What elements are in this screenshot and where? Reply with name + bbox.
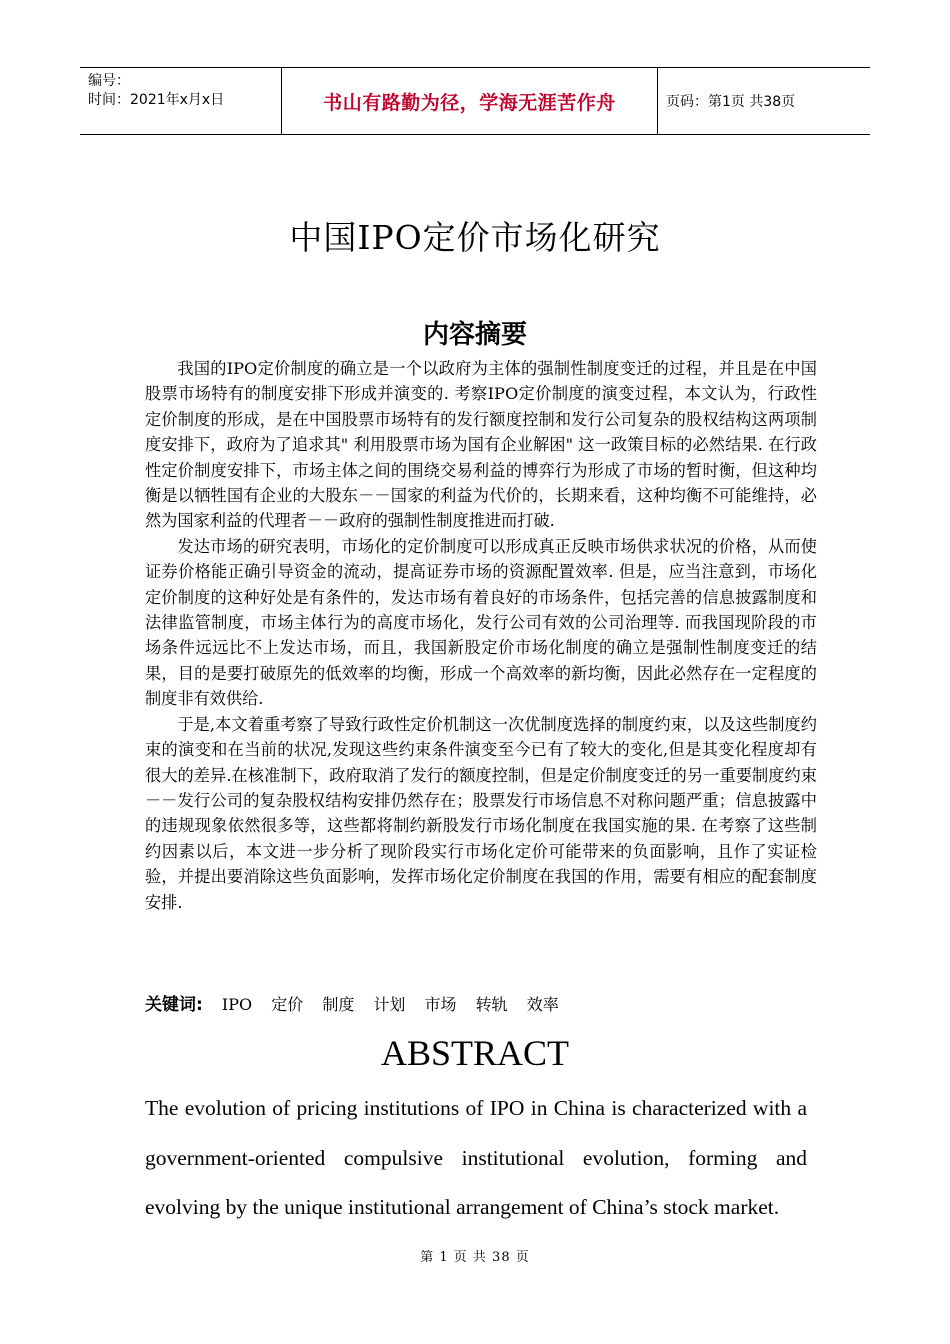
english-abstract-heading: ABSTRACT (380, 1033, 570, 1073)
abstract-body (145, 356, 817, 915)
keyword: 转轨 (475, 995, 508, 1014)
keyword: 效率 (526, 995, 559, 1014)
header-page-info: 页码：第1页 共38页 (666, 94, 796, 110)
english-abstract-body (145, 1084, 807, 1233)
page-footer: 第 1 页 共 38 页 (420, 1250, 530, 1265)
abstract-heading: 内容摘要 (422, 320, 527, 350)
header-meta (80, 68, 282, 134)
keyword: 计划 (373, 995, 406, 1014)
abstract-paragraph: 于是,本文着重考察了导致行政性定价机制这一次优制度选择的制度约束，以及这些制度约束的演变和在当前的状况,发现这些约束条件演变至今已有了较大的变化,但是其变化程度却有很大的差异.在核准制下，政府取消了发行的额度控制，但是定价制度变迁的另一重要制度约束－－发行公司的复杂股权结构安排仍然存在；股票发行市场信息不对称问题严重；信息披露中的违规现象依然很多等，这些都将制约新股发行市场化制度在我国实施的果. 在考察了这些制约因素以后，本文进一步分析了现阶段实行市场化定价可能带来的负面影响，且作了实证检验，并提出要消除这些负面影响，发挥市场化定价制度在我国的作用，需要有相应的配套制度安排. (145, 714, 817, 912)
date-label: 时间：2021年x月x日 (88, 92, 225, 108)
document-title: 中国IPO定价市场化研究 (289, 218, 661, 257)
number-label: 编号： (88, 73, 130, 89)
keyword: 市场 (424, 995, 457, 1014)
abstract-paragraph: 发达市场的研究表明，市场化的定价制度可以形成真正反映市场供求状况的价格，从而使证券价格能正确引导资金的流动，提高证券市场的资源配置效率. 但是，应当注意到，市场化定价制度的这种好处是有条件的，发达市场有着良好的市场条件，包括完善的信息披露制度和法律监管制度，市场主体行为的高度市场化，发行公司有效的公司治理等. 而我国现阶段的市场条件远远比不上发达市场，而且，我国新股定价市场化制度的确立是强制性制度变迁的结果，目的是要打破原先的低效率的均衡，形成一个高效率的新均衡，因此必然存在一定程度的制度非有效供给. (145, 536, 817, 709)
keyword: IPO (221, 995, 253, 1014)
keywords-line (145, 992, 817, 1018)
keyword: 定价 (271, 995, 304, 1014)
keywords-label: 关键词: (145, 995, 203, 1015)
keyword: 制度 (322, 995, 355, 1014)
header-motto: 书山有路勤为径，学海无涯苦作舟 (282, 68, 658, 134)
page-header (80, 67, 870, 135)
abstract-paragraph: 我国的IPO定价制度的确立是一个以政府为主体的强制性制度变迁的过程，并且是在中国股票市场特有的制度安排下形成并演变的. 考察IPO定价制度的演变过程，本文认为，行政性定价制度的形成，是在中国股票市场特有的发行额度控制和发行公司复杂的股权结构这两项制度安排下，政府为了追求其" 利用股票市场为国有企业解困" 这一政策目标的必然结果. 在行政性定价制度安排下，市场主体之间的围绕交易利益的博弈行为形成了市场的暂时衡，但这种均衡是以牺牲国有企业的大股东－－国家的利益为代价的，长期来看，这种均衡不可能维持，必然为国家利益的代理者－－政府的强制性制度推进而打破. (145, 359, 817, 531)
english-abstract-text: The evolution of pricing institutions of IPO in China is characterized with a government-oriented compulsive institutional evolution, forming and evolving by the unique institutional arrangement of China’s stock market. (145, 1096, 807, 1219)
